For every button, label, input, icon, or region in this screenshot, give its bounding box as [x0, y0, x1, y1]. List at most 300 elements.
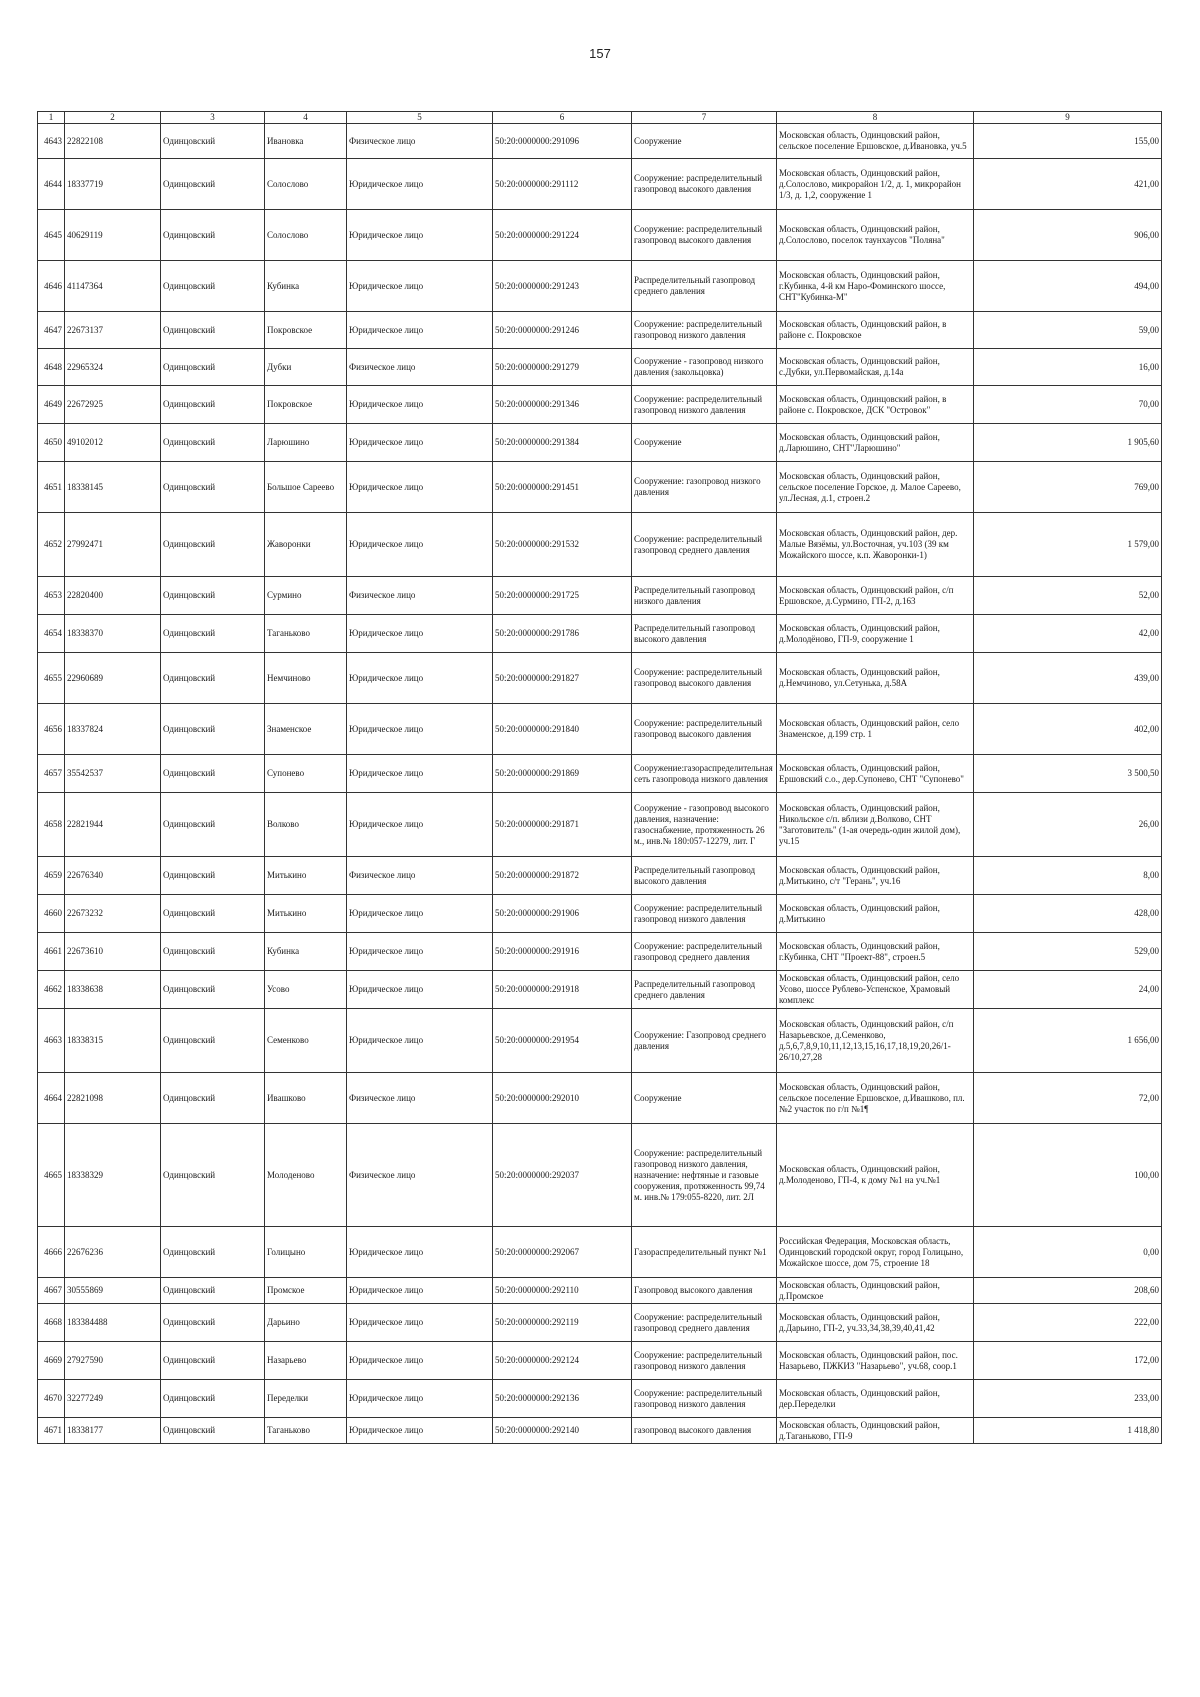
table-row: [38, 386, 1162, 424]
cadastral-number: 50:20:0000000:291532: [493, 513, 632, 577]
registry-id: 22673137: [65, 312, 161, 349]
district: Одинцовский: [161, 755, 265, 793]
cadastral-number: 50:20:0000000:291243: [493, 261, 632, 312]
registry-id: 22822108: [65, 124, 161, 159]
cadastral-number: 50:20:0000000:291872: [493, 857, 632, 895]
object-address: Московская область, Одинцовский район, д.Таганьково, ГП-9: [777, 1418, 974, 1444]
registry-id: 18338329: [65, 1124, 161, 1227]
column-number: 5: [347, 112, 493, 124]
settlement: Дарьино: [265, 1304, 347, 1342]
registry-id: 22673232: [65, 895, 161, 933]
object-value: 233,00: [974, 1380, 1162, 1418]
district: Одинцовский: [161, 1304, 265, 1342]
cadastral-number: 50:20:0000000:292110: [493, 1278, 632, 1304]
table-row: [38, 704, 1162, 755]
object-value: 16,00: [974, 349, 1162, 386]
row-number: 4644: [38, 159, 65, 210]
registry-id: 22672925: [65, 386, 161, 424]
cadastral-number: 50:20:0000000:291786: [493, 615, 632, 653]
district: Одинцовский: [161, 312, 265, 349]
object-name: Сооружение: распределительный газопровод низкого давления: [632, 895, 777, 933]
settlement: Таганьково: [265, 1418, 347, 1444]
object-address: Московская область, Одинцовский район, дер. Малые Вязёмы, ул.Восточная, уч.103 (39 км Можайского шоссе, к.п. Жаворонки-1): [777, 513, 974, 577]
owner-type: Физическое лицо: [347, 577, 493, 615]
owner-type: Юридическое лицо: [347, 312, 493, 349]
row-number: 4666: [38, 1227, 65, 1278]
settlement: Немчиново: [265, 653, 347, 704]
owner-type: Юридическое лицо: [347, 933, 493, 971]
object-address: Московская область, Одинцовский район, д.Молоденово, ГП-4, к дому №1 на уч.№1: [777, 1124, 974, 1227]
owner-type: Юридическое лицо: [347, 615, 493, 653]
table-row: [38, 513, 1162, 577]
registry-id: 30555869: [65, 1278, 161, 1304]
object-address: Московская область, Одинцовский район, Ершовский с.о., дер.Супонево, СНТ "Супонево": [777, 755, 974, 793]
object-name: Сооружение - газопровод низкого давления (закольцовка): [632, 349, 777, 386]
object-name: Сооружение: распределительный газопровод среднего давления: [632, 933, 777, 971]
table-row: [38, 424, 1162, 462]
district: Одинцовский: [161, 1009, 265, 1073]
table-row: [38, 1227, 1162, 1278]
district: Одинцовский: [161, 895, 265, 933]
object-address: Московская область, Одинцовский район, сельское поселение Ершовское, д.Ивановка, уч.5: [777, 124, 974, 159]
object-value: 906,00: [974, 210, 1162, 261]
cadastral-number: 50:20:0000000:292067: [493, 1227, 632, 1278]
registry-body: [38, 124, 1162, 1444]
owner-type: Юридическое лицо: [347, 1380, 493, 1418]
object-name: Сооружение: распределительный газопровод низкого давления: [632, 386, 777, 424]
district: Одинцовский: [161, 159, 265, 210]
row-number: 4659: [38, 857, 65, 895]
district: Одинцовский: [161, 1124, 265, 1227]
object-value: 172,00: [974, 1342, 1162, 1380]
object-value: 208,60: [974, 1278, 1162, 1304]
object-name: газопровод высокого давления: [632, 1418, 777, 1444]
cadastral-number: 50:20:0000000:292010: [493, 1073, 632, 1124]
object-name: Распределительный газопровод низкого давления: [632, 577, 777, 615]
owner-type: Юридическое лицо: [347, 1304, 493, 1342]
object-value: 1 905,60: [974, 424, 1162, 462]
row-number: 4656: [38, 704, 65, 755]
registry-id: 35542537: [65, 755, 161, 793]
object-address: Московская область, Одинцовский район, д.Солослово, поселок таунхаусов "Поляна": [777, 210, 974, 261]
registry-id: 41147364: [65, 261, 161, 312]
table-row: [38, 124, 1162, 159]
object-name: Сооружение: распределительный газопровод низкого давления: [632, 1342, 777, 1380]
registry-table: [37, 111, 1162, 1444]
settlement: Солослово: [265, 159, 347, 210]
table-row: [38, 349, 1162, 386]
column-number: 2: [65, 112, 161, 124]
settlement: Покровское: [265, 312, 347, 349]
registry-id: 49102012: [65, 424, 161, 462]
table-row: [38, 1380, 1162, 1418]
object-value: 421,00: [974, 159, 1162, 210]
row-number: 4663: [38, 1009, 65, 1073]
row-number: 4647: [38, 312, 65, 349]
row-number: 4669: [38, 1342, 65, 1380]
table-row: [38, 653, 1162, 704]
table-row: [38, 210, 1162, 261]
settlement: Митькино: [265, 857, 347, 895]
object-name: Распределительный газопровод высокого давления: [632, 615, 777, 653]
cadastral-number: 50:20:0000000:292136: [493, 1380, 632, 1418]
settlement: Ивашково: [265, 1073, 347, 1124]
object-address: Московская область, Одинцовский район, д.Митькино: [777, 895, 974, 933]
object-address: Московская область, Одинцовский район, с/п Назарьевское, д.Семенково, д.5,6,7,8,9,10,11,12,13,15,16,17,18,19,20,26/1-26/10,27,28: [777, 1009, 974, 1073]
table-row: [38, 857, 1162, 895]
object-name: Сооружение: распределительный газопровод низкого давления: [632, 312, 777, 349]
column-number: 9: [974, 112, 1162, 124]
district: Одинцовский: [161, 1073, 265, 1124]
owner-type: Юридическое лицо: [347, 704, 493, 755]
district: Одинцовский: [161, 261, 265, 312]
object-address: Московская область, Одинцовский район, сельское поселение Горское, д. Малое Сареево, ул.Лесная, д.1, строен.2: [777, 462, 974, 513]
table-row: [38, 462, 1162, 513]
district: Одинцовский: [161, 615, 265, 653]
object-value: 769,00: [974, 462, 1162, 513]
object-name: Сооружение: газопровод низкого давления: [632, 462, 777, 513]
table-row: [38, 615, 1162, 653]
registry-id: 18338370: [65, 615, 161, 653]
registry-id: 22821944: [65, 793, 161, 857]
settlement: Волково: [265, 793, 347, 857]
object-address: Московская область, Одинцовский район, село Усово, шоссе Рублево-Успенское, Храмовый комплекс: [777, 971, 974, 1009]
object-address: Московская область, Одинцовский район, г.Кубинка, СНТ "Проект-88", строен.5: [777, 933, 974, 971]
object-address: Московская область, Одинцовский район, село Знаменское, д.199 стр. 1: [777, 704, 974, 755]
cadastral-number: 50:20:0000000:291954: [493, 1009, 632, 1073]
registry-id: 22965324: [65, 349, 161, 386]
owner-type: Юридическое лицо: [347, 755, 493, 793]
object-name: Газопровод высокого давления: [632, 1278, 777, 1304]
object-name: Сооружение: распределительный газопровод высокого давления: [632, 159, 777, 210]
owner-type: Юридическое лицо: [347, 462, 493, 513]
cadastral-number: 50:20:0000000:292140: [493, 1418, 632, 1444]
object-address: Московская область, Одинцовский район, дер.Переделки: [777, 1380, 974, 1418]
object-name: Газораспределительный пункт №1: [632, 1227, 777, 1278]
row-number: 4657: [38, 755, 65, 793]
cadastral-number: 50:20:0000000:291918: [493, 971, 632, 1009]
row-number: 4649: [38, 386, 65, 424]
object-name: Сооружение: распределительный газопровод низкого давления: [632, 1380, 777, 1418]
cadastral-number: 50:20:0000000:291916: [493, 933, 632, 971]
row-number: 4646: [38, 261, 65, 312]
owner-type: Юридическое лицо: [347, 1009, 493, 1073]
district: Одинцовский: [161, 210, 265, 261]
district: Одинцовский: [161, 793, 265, 857]
object-name: Распределительный газопровод среднего давления: [632, 971, 777, 1009]
cadastral-number: 50:20:0000000:292037: [493, 1124, 632, 1227]
object-value: 439,00: [974, 653, 1162, 704]
object-name: Сооружение: [632, 1073, 777, 1124]
object-address: Российская Федерация, Московская область, Одинцовский городской округ, город Голицыно, Можайское шоссе, дом 75, строение 18: [777, 1227, 974, 1278]
settlement: Усово: [265, 971, 347, 1009]
owner-type: Юридическое лицо: [347, 895, 493, 933]
owner-type: Юридическое лицо: [347, 386, 493, 424]
table-row: [38, 1418, 1162, 1444]
registry-id: 18338315: [65, 1009, 161, 1073]
row-number: 4652: [38, 513, 65, 577]
cadastral-number: 50:20:0000000:291096: [493, 124, 632, 159]
object-value: 529,00: [974, 933, 1162, 971]
owner-type: Физическое лицо: [347, 349, 493, 386]
object-value: 155,00: [974, 124, 1162, 159]
cadastral-number: 50:20:0000000:291451: [493, 462, 632, 513]
table-row: [38, 793, 1162, 857]
district: Одинцовский: [161, 933, 265, 971]
object-value: 1 418,80: [974, 1418, 1162, 1444]
object-value: 72,00: [974, 1073, 1162, 1124]
district: Одинцовский: [161, 1227, 265, 1278]
cadastral-number: 50:20:0000000:291346: [493, 386, 632, 424]
cadastral-number: 50:20:0000000:291869: [493, 755, 632, 793]
district: Одинцовский: [161, 1418, 265, 1444]
registry-id: 22960689: [65, 653, 161, 704]
settlement: Супонево: [265, 755, 347, 793]
settlement: Кубинка: [265, 261, 347, 312]
object-name: Сооружение: [632, 424, 777, 462]
object-value: 26,00: [974, 793, 1162, 857]
owner-type: Физическое лицо: [347, 1073, 493, 1124]
object-value: 24,00: [974, 971, 1162, 1009]
registry-id: 27992471: [65, 513, 161, 577]
object-value: 3 500,50: [974, 755, 1162, 793]
district: Одинцовский: [161, 577, 265, 615]
registry-id: 40629119: [65, 210, 161, 261]
registry-id: 22821098: [65, 1073, 161, 1124]
row-number: 4665: [38, 1124, 65, 1227]
registry-id: 32277249: [65, 1380, 161, 1418]
district: Одинцовский: [161, 653, 265, 704]
owner-type: Юридическое лицо: [347, 513, 493, 577]
owner-type: Физическое лицо: [347, 1124, 493, 1227]
object-value: 70,00: [974, 386, 1162, 424]
column-number: 1: [38, 112, 65, 124]
row-number: 4658: [38, 793, 65, 857]
object-value: 0,00: [974, 1227, 1162, 1278]
column-number: 4: [265, 112, 347, 124]
table-row: [38, 755, 1162, 793]
column-number-row: [38, 112, 1162, 124]
settlement: Знаменское: [265, 704, 347, 755]
settlement: Большое Сареево: [265, 462, 347, 513]
registry-id: 22676236: [65, 1227, 161, 1278]
registry-id: 18338177: [65, 1418, 161, 1444]
district: Одинцовский: [161, 349, 265, 386]
district: Одинцовский: [161, 857, 265, 895]
cadastral-number: 50:20:0000000:291246: [493, 312, 632, 349]
registry-id: 22673610: [65, 933, 161, 971]
object-address: Московская область, Одинцовский район, г.Кубинка, 4-й км Наро-Фоминского шоссе, СНТ"Кубинка-М": [777, 261, 974, 312]
district: Одинцовский: [161, 704, 265, 755]
object-name: Сооружение - газопровод высокого давления, назначение: газоснабжение, протяженность 26 м., инв.№ 180:057-12279, лит. Г: [632, 793, 777, 857]
district: Одинцовский: [161, 971, 265, 1009]
cadastral-number: 50:20:0000000:291871: [493, 793, 632, 857]
owner-type: Юридическое лицо: [347, 1418, 493, 1444]
cadastral-number: 50:20:0000000:292119: [493, 1304, 632, 1342]
registry-id: 183384488: [65, 1304, 161, 1342]
district: Одинцовский: [161, 424, 265, 462]
object-name: Сооружение:газораспределительная сеть газопровода низкого давления: [632, 755, 777, 793]
settlement: Покровское: [265, 386, 347, 424]
object-name: Сооружение: распределительный газопровод среднего давления: [632, 1304, 777, 1342]
object-name: Сооружение: распределительный газопровод высокого давления: [632, 210, 777, 261]
settlement: Солослово: [265, 210, 347, 261]
settlement: Назарьево: [265, 1342, 347, 1380]
object-name: Распределительный газопровод среднего давления: [632, 261, 777, 312]
cadastral-number: 50:20:0000000:291112: [493, 159, 632, 210]
cadastral-number: 50:20:0000000:291906: [493, 895, 632, 933]
district: Одинцовский: [161, 1342, 265, 1380]
column-number: 3: [161, 112, 265, 124]
settlement: Семенково: [265, 1009, 347, 1073]
row-number: 4664: [38, 1073, 65, 1124]
object-address: Московская область, Одинцовский район, сельское поселение Ершовское, д.Ивашково, пл.№2 участок по г/п №1¶: [777, 1073, 974, 1124]
owner-type: Физическое лицо: [347, 124, 493, 159]
object-value: 1 579,00: [974, 513, 1162, 577]
row-number: 4668: [38, 1304, 65, 1342]
registry-id: 18338145: [65, 462, 161, 513]
owner-type: Юридическое лицо: [347, 653, 493, 704]
row-number: 4645: [38, 210, 65, 261]
object-address: Московская область, Одинцовский район, д.Солослово, микрорайон 1/2, д. 1, микрорайон 1/3, д. 1,2, сооружение 1: [777, 159, 974, 210]
settlement: Митькино: [265, 895, 347, 933]
object-address: Московская область, Одинцовский район, с.Дубки, ул.Первомайская, д.14а: [777, 349, 974, 386]
owner-type: Юридическое лицо: [347, 1278, 493, 1304]
object-value: 59,00: [974, 312, 1162, 349]
table-row: [38, 1304, 1162, 1342]
cadastral-number: 50:20:0000000:291840: [493, 704, 632, 755]
object-value: 52,00: [974, 577, 1162, 615]
registry-id: 22820400: [65, 577, 161, 615]
row-number: 4655: [38, 653, 65, 704]
settlement: Таганьково: [265, 615, 347, 653]
table-row: [38, 971, 1162, 1009]
object-address: Московская область, Одинцовский район, д.Промское: [777, 1278, 974, 1304]
table-row: [38, 261, 1162, 312]
registry-id: 18337824: [65, 704, 161, 755]
settlement: Ларюшино: [265, 424, 347, 462]
settlement: Переделки: [265, 1380, 347, 1418]
cadastral-number: 50:20:0000000:291224: [493, 210, 632, 261]
settlement: Голицыно: [265, 1227, 347, 1278]
object-address: Московская область, Одинцовский район, д.Митькино, с/т "Герань", уч.16: [777, 857, 974, 895]
table-row: [38, 312, 1162, 349]
table-row: [38, 159, 1162, 210]
row-number: 4671: [38, 1418, 65, 1444]
settlement: Сурмино: [265, 577, 347, 615]
district: Одинцовский: [161, 386, 265, 424]
cadastral-number: 50:20:0000000:291384: [493, 424, 632, 462]
row-number: 4650: [38, 424, 65, 462]
object-name: Сооружение: [632, 124, 777, 159]
object-address: Московская область, Одинцовский район, пос. Назарьево, ПЖКИЗ "Назарьево", уч.68, соор.1: [777, 1342, 974, 1380]
registry-id: 18337719: [65, 159, 161, 210]
object-name: Распределительный газопровод высокого давления: [632, 857, 777, 895]
settlement: Молоденово: [265, 1124, 347, 1227]
registry-id: 22676340: [65, 857, 161, 895]
owner-type: Юридическое лицо: [347, 793, 493, 857]
row-number: 4651: [38, 462, 65, 513]
column-number: 7: [632, 112, 777, 124]
owner-type: Юридическое лицо: [347, 1227, 493, 1278]
row-number: 4662: [38, 971, 65, 1009]
row-number: 4670: [38, 1380, 65, 1418]
district: Одинцовский: [161, 124, 265, 159]
object-address: Московская область, Одинцовский район, д.Дарьино, ГП-2, уч.33,34,38,39,40,41,42: [777, 1304, 974, 1342]
row-number: 4660: [38, 895, 65, 933]
object-address: Московская область, Одинцовский район, в районе с. Покровское, ДСК "Островок": [777, 386, 974, 424]
table-row: [38, 1278, 1162, 1304]
object-name: Сооружение: распределительный газопровод среднего давления: [632, 513, 777, 577]
owner-type: Юридическое лицо: [347, 1342, 493, 1380]
owner-type: Юридическое лицо: [347, 424, 493, 462]
owner-type: Юридическое лицо: [347, 159, 493, 210]
object-value: 100,00: [974, 1124, 1162, 1227]
district: Одинцовский: [161, 462, 265, 513]
object-value: 42,00: [974, 615, 1162, 653]
object-address: Московская область, Одинцовский район, Никольское с/п. вблизи д.Волково, СНТ "Заготовитель" (1-ая очередь-один жилой дом), уч.15: [777, 793, 974, 857]
object-name: Сооружение: Газопровод среднего давления: [632, 1009, 777, 1073]
district: Одинцовский: [161, 1278, 265, 1304]
row-number: 4661: [38, 933, 65, 971]
object-value: 8,00: [974, 857, 1162, 895]
table-row: [38, 1073, 1162, 1124]
table-row: [38, 1342, 1162, 1380]
registry-id: 27927590: [65, 1342, 161, 1380]
cadastral-number: 50:20:0000000:292124: [493, 1342, 632, 1380]
settlement: Жаворонки: [265, 513, 347, 577]
district: Одинцовский: [161, 513, 265, 577]
row-number: 4648: [38, 349, 65, 386]
settlement: Ивановка: [265, 124, 347, 159]
page-number: 157: [589, 46, 611, 61]
owner-type: Физическое лицо: [347, 857, 493, 895]
table-row: [38, 1124, 1162, 1227]
object-name: Сооружение: распределительный газопровод высокого давления: [632, 653, 777, 704]
table-row: [38, 1009, 1162, 1073]
row-number: 4654: [38, 615, 65, 653]
owner-type: Юридическое лицо: [347, 210, 493, 261]
table-row: [38, 577, 1162, 615]
object-value: 222,00: [974, 1304, 1162, 1342]
object-value: 494,00: [974, 261, 1162, 312]
object-address: Московская область, Одинцовский район, д.Немчиново, ул.Сетунька, д.58А: [777, 653, 974, 704]
object-address: Московская область, Одинцовский район, д.Молодёново, ГП-9, сооружение 1: [777, 615, 974, 653]
cadastral-number: 50:20:0000000:291827: [493, 653, 632, 704]
column-number: 6: [493, 112, 632, 124]
settlement: Дубки: [265, 349, 347, 386]
object-address: Московская область, Одинцовский район, в районе с. Покровское: [777, 312, 974, 349]
district: Одинцовский: [161, 1380, 265, 1418]
row-number: 4643: [38, 124, 65, 159]
settlement: Промское: [265, 1278, 347, 1304]
table-row: [38, 895, 1162, 933]
object-name: Сооружение: распределительный газопровод низкого давления, назначение: нефтяные и газовые сооружения, протяженность 99,74 м. инв.№ 179:055-8220, лит. 2Л: [632, 1124, 777, 1227]
registry-id: 18338638: [65, 971, 161, 1009]
object-value: 428,00: [974, 895, 1162, 933]
object-name: Сооружение: распределительный газопровод высокого давления: [632, 704, 777, 755]
cadastral-number: 50:20:0000000:291279: [493, 349, 632, 386]
column-number: 8: [777, 112, 974, 124]
owner-type: Юридическое лицо: [347, 261, 493, 312]
object-address: Московская область, Одинцовский район, д.Ларюшино, СНТ"Ларюшино": [777, 424, 974, 462]
table-row: [38, 933, 1162, 971]
row-number: 4667: [38, 1278, 65, 1304]
cadastral-number: 50:20:0000000:291725: [493, 577, 632, 615]
settlement: Кубинка: [265, 933, 347, 971]
object-address: Московская область, Одинцовский район, с/п Ершовское, д.Сурмино, ГП-2, д.163: [777, 577, 974, 615]
object-value: 1 656,00: [974, 1009, 1162, 1073]
